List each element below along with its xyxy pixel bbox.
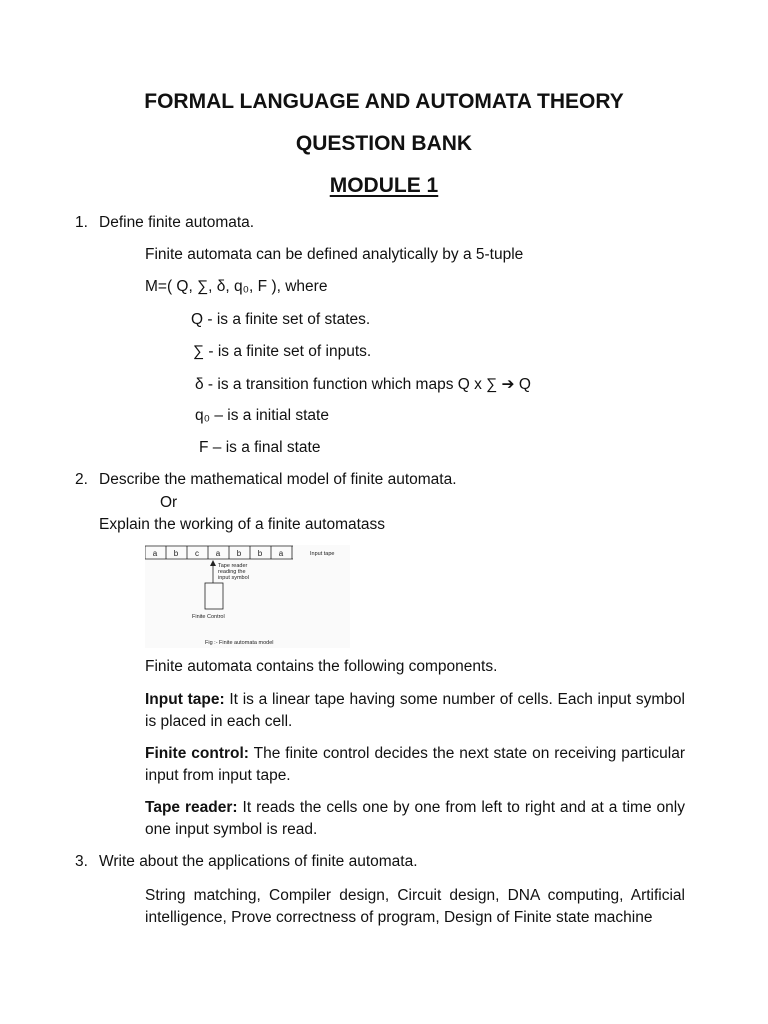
question-text: Describe the mathematical model of finite automata. <box>99 471 457 488</box>
component-input-tape <box>145 689 685 733</box>
question-number: 2. <box>75 471 88 488</box>
components-intro: Finite automata contains the following components. <box>145 658 498 675</box>
answer-text: String matching, Compiler design, Circuit design, DNA computing, Artificial intelligence, Prove correctness of program, Design of Finite state machine <box>145 887 685 926</box>
question-number: 3. <box>75 853 88 870</box>
component-desc: It is a linear tape having some number of cells. Each input symbol is placed in each cell. <box>145 691 685 730</box>
question-text: Define finite automata. <box>99 214 255 231</box>
module-heading: MODULE 1 <box>329 174 439 197</box>
component-finite-control <box>145 743 685 787</box>
tuple-item: δ - is a transition function which maps Q x ∑ ➔ Q <box>195 376 531 393</box>
tape-cell: a <box>278 549 284 558</box>
tape-cell: b <box>236 549 242 558</box>
question-number: 1. <box>75 214 88 231</box>
component-tape-reader <box>145 797 685 841</box>
reader-label: reading the <box>218 569 246 575</box>
tape-label: Input tape <box>310 551 335 557</box>
reader-label: Tape reader <box>218 563 248 569</box>
tuple-item: Q - is a finite set of states. <box>191 311 371 328</box>
component-term: Finite control: <box>145 745 249 762</box>
tape-cell: b <box>173 549 179 558</box>
tape-cell: c <box>195 549 199 558</box>
tuple-item: q₀ – is a initial state <box>195 407 329 424</box>
document-subtitle: QUESTION BANK <box>295 132 473 155</box>
question-text-alt: Explain the working of a finite automatass <box>99 516 386 533</box>
control-label: Finite Control <box>192 614 225 620</box>
finite-automata-figure <box>145 545 350 648</box>
component-desc: The finite control decides the next state on receiving particular input from input tape. <box>145 745 685 784</box>
reader-label: input symbol <box>218 575 249 581</box>
tuple-item: ∑ - is a finite set of inputs. <box>193 343 372 360</box>
document-title: FORMAL LANGUAGE AND AUTOMATA THEORY <box>144 90 624 113</box>
question-text: Write about the applications of finite automata. <box>99 853 418 870</box>
answer-text: Finite automata can be defined analytically by a 5-tuple <box>145 246 524 263</box>
component-desc: It reads the cells one by one from left to right and at a time only one input symbol is read. <box>145 799 685 838</box>
component-term: Input tape: <box>145 691 225 708</box>
tape-cell: a <box>215 549 221 558</box>
figure-caption: Fig :- Finite automata model <box>205 640 274 646</box>
component-term: Tape reader: <box>145 799 238 816</box>
tuple-item: F – is a final state <box>199 439 321 456</box>
tape-cell: a <box>152 549 158 558</box>
or-text: Or <box>160 494 178 511</box>
tape-cell: b <box>257 549 263 558</box>
tuple-definition: M=( Q, ∑, δ, q₀, F ), where <box>145 278 328 295</box>
